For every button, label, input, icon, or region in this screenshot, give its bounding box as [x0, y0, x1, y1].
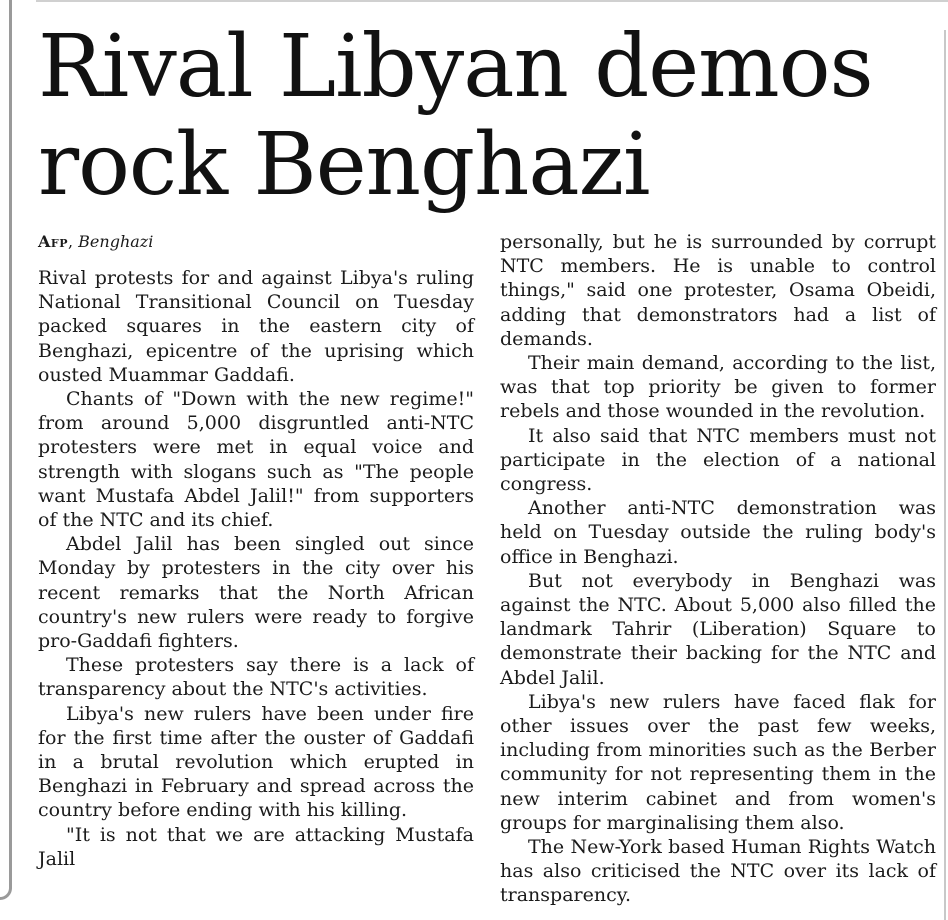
article-column-right [500, 230, 936, 908]
paragraph: Their main demand, according to the list, was that top priority be given to former rebels and those wounded in the revolution. [500, 352, 936, 423]
paragraph: Rival protests for and against Libya's ruling National Transitional Council on Tuesday packed squares in the eastern city of Benghazi, epicentre of the uprising which ousted Muammar Gaddafi. [38, 267, 474, 386]
paragraph: But not everybody in Benghazi was against the NTC. About 5,000 also filled the landmark Tahrir (Liberation) Square to demonstrate their backing for the NTC and Abdel Jalil. [500, 569, 936, 689]
paragraph: "It is not that we are attacking Mustafa Jalil [38, 823, 474, 870]
byline-agency: Afp [38, 232, 68, 251]
headline: Rival Libyan demos rock Benghazi [38, 17, 873, 215]
paragraph: Abdel Jalil has been singled out since Monday by protesters in the city over his recent remarks that the North African country's new rulers were ready to forgive pro-Gaddafi fighters. [38, 533, 474, 653]
paragraph: personally, but he is surrounded by corrupt NTC members. He is unable to control things," said one protester, Osama Obeidi, adding that demonstrators had a list of demands. [500, 231, 936, 350]
left-page-border [0, 0, 12, 900]
paragraph: Libya's new rulers have been under fire for the first time after the ouster of Gaddafi in a brutal revolution which erupted in Benghazi in February and spread across the country before ending with his killing. [38, 702, 474, 822]
paragraph: Chants of "Down with the new regime!" from around 5,000 disgruntled anti-NTC protesters were met in equal voice and strength with slogans such as "The people want Mustafa Abdel Jalil!" from supporters of the NTC and its chief. [38, 388, 474, 532]
byline-dateline: Benghazi [78, 232, 154, 251]
byline-separator: , [68, 232, 79, 251]
paragraph: Another anti-NTC demonstration was held on Tuesday outside the ruling body's office in Benghazi. [500, 497, 936, 568]
top-rule [36, 0, 948, 2]
right-page-border [944, 30, 946, 920]
byline [38, 230, 474, 254]
paragraph: The New-York based Human Rights Watch has also criticised the NTC over its lack of transparency. [500, 836, 936, 907]
paragraph: Libya's new rulers have faced flak for other issues over the past few weeks, including from minorities such as the Berber community for not representing them in the new interim cabinet and from women's groups for marginalising them also. [500, 690, 936, 834]
paragraph: These protesters say there is a lack of transparency about the NTC's activities. [38, 654, 474, 701]
article-column-left [38, 230, 474, 871]
paragraph: It also said that NTC members must not participate in the election of a national congress. [500, 424, 936, 496]
